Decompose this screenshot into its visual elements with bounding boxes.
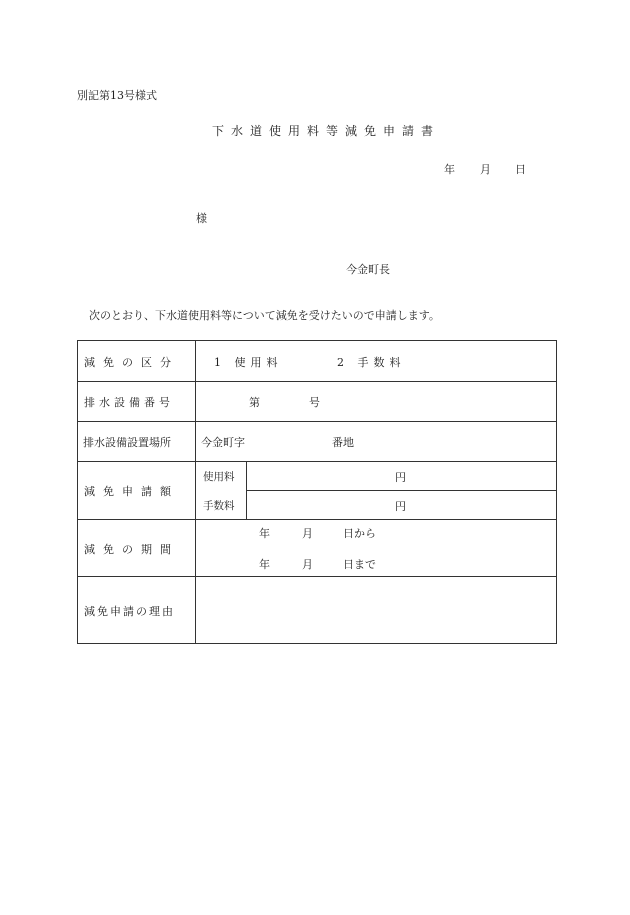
drainage-number-prefix: 第 (249, 396, 260, 409)
label-usage-fee: 使用料 (203, 471, 235, 483)
label-exemption-period: 減免の期間 (84, 543, 179, 556)
option-handling-fee: 2 手数料 (337, 356, 406, 369)
row-divider (78, 519, 556, 520)
period-from-year: 年 (259, 527, 270, 540)
row-divider (78, 381, 556, 382)
label-exemption-amount: 減免申請額 (84, 485, 179, 498)
period-from-day: 日から (343, 527, 376, 540)
usage-fee-unit: 円 (395, 471, 406, 484)
row-divider (246, 490, 556, 491)
label-drainage-number: 排水設備番号 (84, 396, 174, 409)
document-title: 下水道使用料等減免申請書 (212, 124, 441, 138)
location-prefix: 今金町字 (201, 436, 245, 449)
period-to-day: 日まで (343, 558, 376, 571)
handling-fee-unit: 円 (395, 500, 406, 513)
addressee-suffix: 様 (196, 212, 207, 225)
row-divider (78, 576, 556, 577)
location-suffix: 番地 (332, 436, 354, 449)
row-divider (78, 461, 556, 462)
date-day-label: 日 (515, 163, 526, 176)
drainage-number-suffix: 号 (309, 396, 320, 409)
label-exemption-category: 減免の区分 (84, 356, 179, 369)
label-reason: 減免申請の理由 (84, 605, 175, 618)
column-divider (195, 341, 196, 643)
label-handling-fee: 手数料 (203, 500, 235, 512)
row-divider (78, 421, 556, 422)
period-from-month: 月 (302, 527, 313, 540)
intro-text: 次のとおり、下水道使用料等について減免を受けたいので申請します。 (89, 309, 440, 322)
form-number: 別記第13号様式 (77, 89, 157, 102)
period-to-year: 年 (259, 558, 270, 571)
date-year-label: 年 (444, 163, 455, 176)
application-table (77, 340, 557, 644)
column-divider (246, 461, 247, 519)
period-to-month: 月 (302, 558, 313, 571)
option-usage-fee: 1 使用料 (214, 356, 283, 369)
label-drainage-location: 排水設備設置場所 (83, 436, 171, 449)
applicant-label: 今金町長 (346, 263, 390, 276)
date-month-label: 月 (480, 163, 491, 176)
